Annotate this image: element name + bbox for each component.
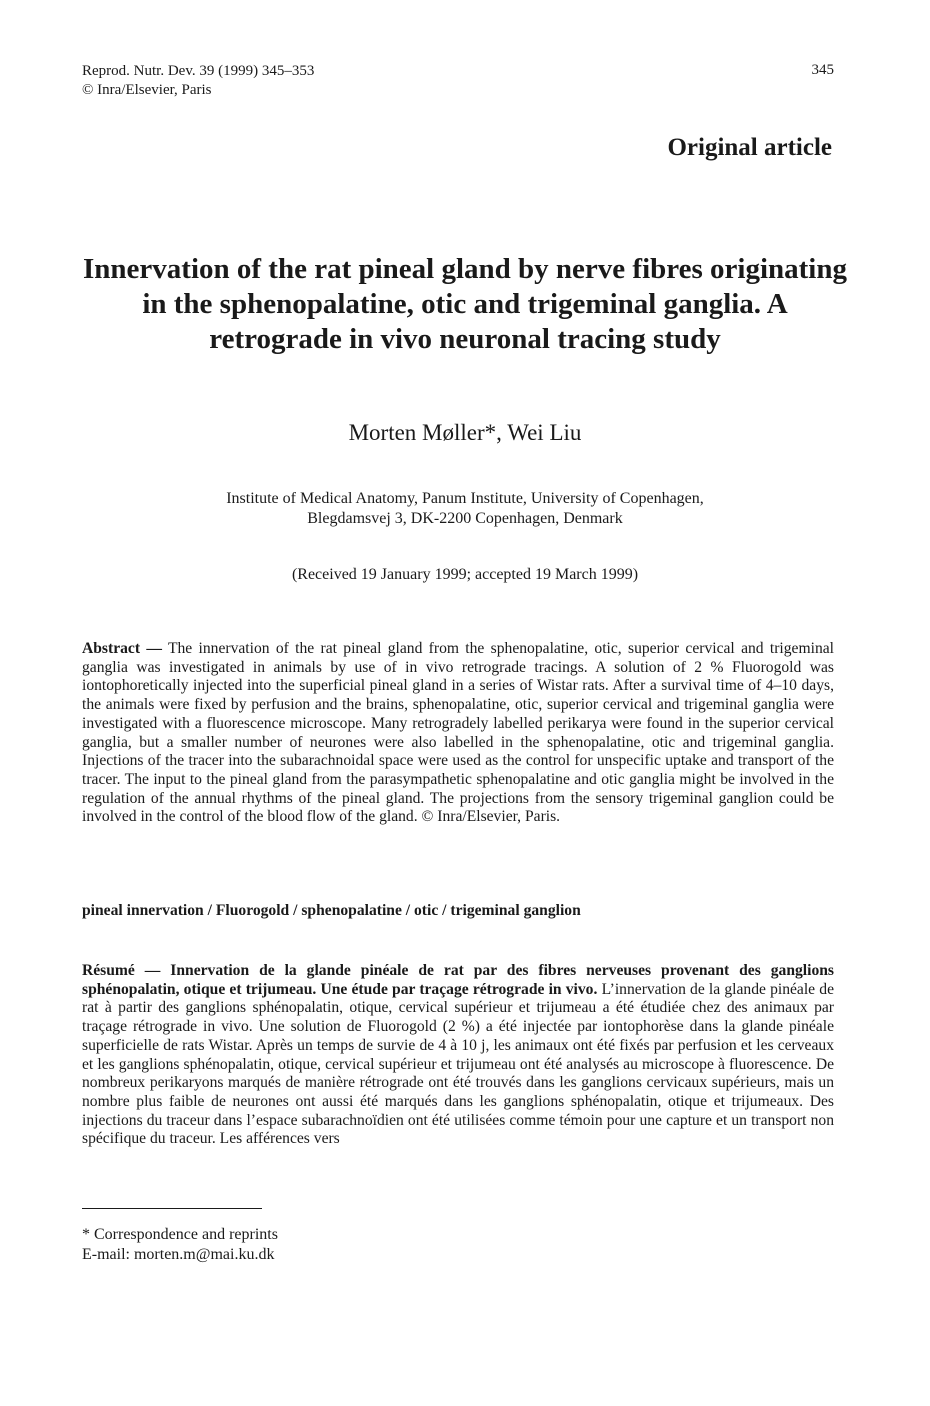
journal-citation: Reprod. Nutr. Dev. 39 (1999) 345–353: [82, 63, 315, 79]
abstract: [82, 640, 834, 827]
footnote-email: E-mail: morten.m@mai.ku.dk: [82, 1246, 275, 1263]
resume-label: Résumé — Innervation de la glande pinéale de rat par des fibres nerveuses provenant des ganglions sphénopalatin, otique et trijumeau. Une étude par traçage rétrograde in vivo.: [82, 962, 834, 998]
authors: Morten Møller*, Wei Liu: [348, 420, 582, 445]
page-number: 345: [811, 62, 834, 78]
affiliation: [80, 489, 850, 529]
affiliation-line-1: Institute of Medical Anatomy, Panum Institute, University of Copenhagen,: [226, 490, 704, 507]
journal-header: [82, 62, 314, 100]
footnote-correspondence: * Correspondence and reprints: [82, 1226, 278, 1243]
resume-text: L’innervation de la glande pinéale de rat à partir des ganglions sphénopalatin, otique, cervical supérieur et trijumeau a été étudiée chez des animaux par traçage rétrograde in vivo. Une solution de Fluorogold (2 %) a été injectée par iontophorèse dans la glande pinéale superficielle de rats Wistar. Après un temps de survie de 4 à 10 j, les animaux ont été fixés par perfusion et les cerveaux et les ganglions sphénopalatin, otique, cervical supérieur et trijumeau ont été analysés au microscope à fluorescence. De nombreux perikaryons marqués de manière rétrograde ont été trouvés dans les ganglions cervicaux supérieurs, mais un nombre plus faible de neurones ont aussi été marqués dans les ganglions sphénopalatin, otique et trijumeaux. Des injections du traceur dans l’espace subarachnoïdien ont été utilisées comme témoin pour une capture et un transport non spécifique du traceur. Les afférences vers: [82, 980, 834, 1148]
abstract-label: Abstract —: [82, 640, 162, 657]
abstract-text: The innervation of the rat pineal gland from the sphenopalatine, otic, superior cervical and trigeminal ganglia was investigated in animals by use of in vivo retrograde tracings. A solution of 2 % Fluorogold was iontophoretically injected into the superficial pineal gland in a series of Wistar rats. After a survival time of 4–10 days, the animals were fixed by perfusion and the brains, sphenopalatine, otic, superior cervical and trigeminal ganglia were investigated with a fluorescence microscope. Many retrogradely labelled perikarya were found in the superior cervical ganglia, but a smaller number of neurones were also labelled in the sphenopalatine, otic and trigeminal ganglia. Injections of the tracer into the subarachnoidal space were used as the control for unspecific uptake and transport of the tracer. The input to the pineal gland from the parasympathetic sphenopalatine and otic ganglia might be involved in the regulation of the annual rhythms of the pineal gland. The projections from the sensory trigeminal ganglion could be involved in the control of the blood flow of the gland. © Inra/Elsevier, Paris.: [82, 640, 834, 826]
resume: [82, 962, 834, 1149]
footnote: [82, 1225, 278, 1265]
keywords: pineal innervation / Fluorogold / sphenopalatine / otic / trigeminal ganglion: [82, 902, 581, 919]
footnote-divider: [82, 1208, 262, 1209]
affiliation-line-2: Blegdamsvej 3, DK-2200 Copenhagen, Denmark: [307, 510, 623, 527]
paper-title: Innervation of the rat pineal gland by nerve fibres originating in the sphenopalatine, otic and trigeminal ganglia. A retrograde in vivo neuronal tracing study: [83, 253, 847, 355]
journal-copyright: © Inra/Elsevier, Paris: [82, 82, 212, 98]
received-dates: (Received 19 January 1999; accepted 19 March 1999): [291, 566, 639, 583]
article-type: Original article: [667, 134, 832, 161]
